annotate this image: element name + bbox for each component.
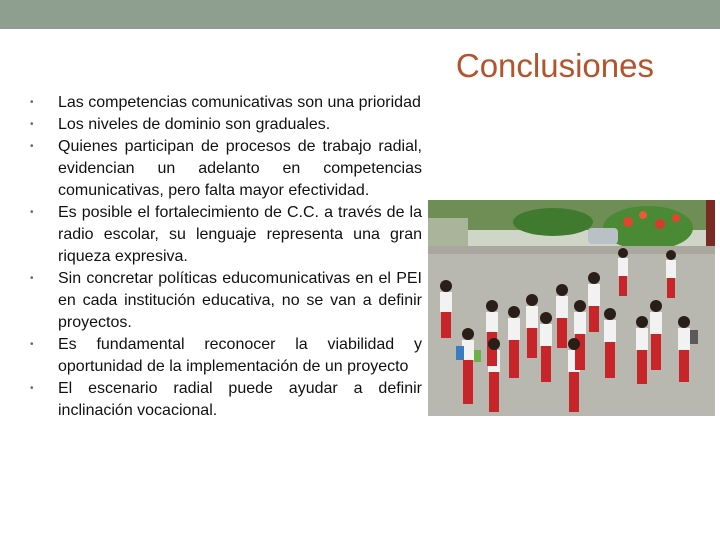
bullet-item: • Es fundamental reconocer la viabilidad y oportunidad de la implementación de un proyecto (30, 336, 422, 375)
bullet-dot-icon: • (30, 97, 34, 108)
bullet-dot-icon: • (30, 273, 34, 284)
bullet-item: • Sin concretar políticas educomunicativas en el PEI en cada institución educativa, no se van a definir proyectos. (30, 270, 422, 331)
bullet-dot-icon: • (30, 383, 34, 394)
conclusions-list (22, 92, 422, 422)
bullet-dot-icon: • (30, 339, 34, 350)
bullet-item: • Las competencias comunicativas son una prioridad (22, 92, 422, 114)
bullet-dot-icon: • (30, 141, 34, 152)
students-photo (428, 200, 715, 416)
slide-title: Conclusiones (455, 47, 654, 84)
bullet-item: • El escenario radial puede ayudar a definir inclinación vocacional. (30, 380, 422, 419)
top-banner (0, 0, 720, 29)
bullet-dot-icon: • (30, 207, 34, 218)
bullet-item: • Es posible el fortalecimiento de C.C. a través de la radio escolar, su lenguaje representa una gran riqueza expresiva. (30, 204, 422, 265)
bullet-item: • Los niveles de dominio son graduales. (22, 114, 422, 136)
bullet-item: • Quienes participan de procesos de trabajo radial, evidencian un adelanto en competencias comunicativas, pero falta mayor efectividad. (30, 138, 422, 199)
bullet-dot-icon: • (30, 119, 34, 130)
